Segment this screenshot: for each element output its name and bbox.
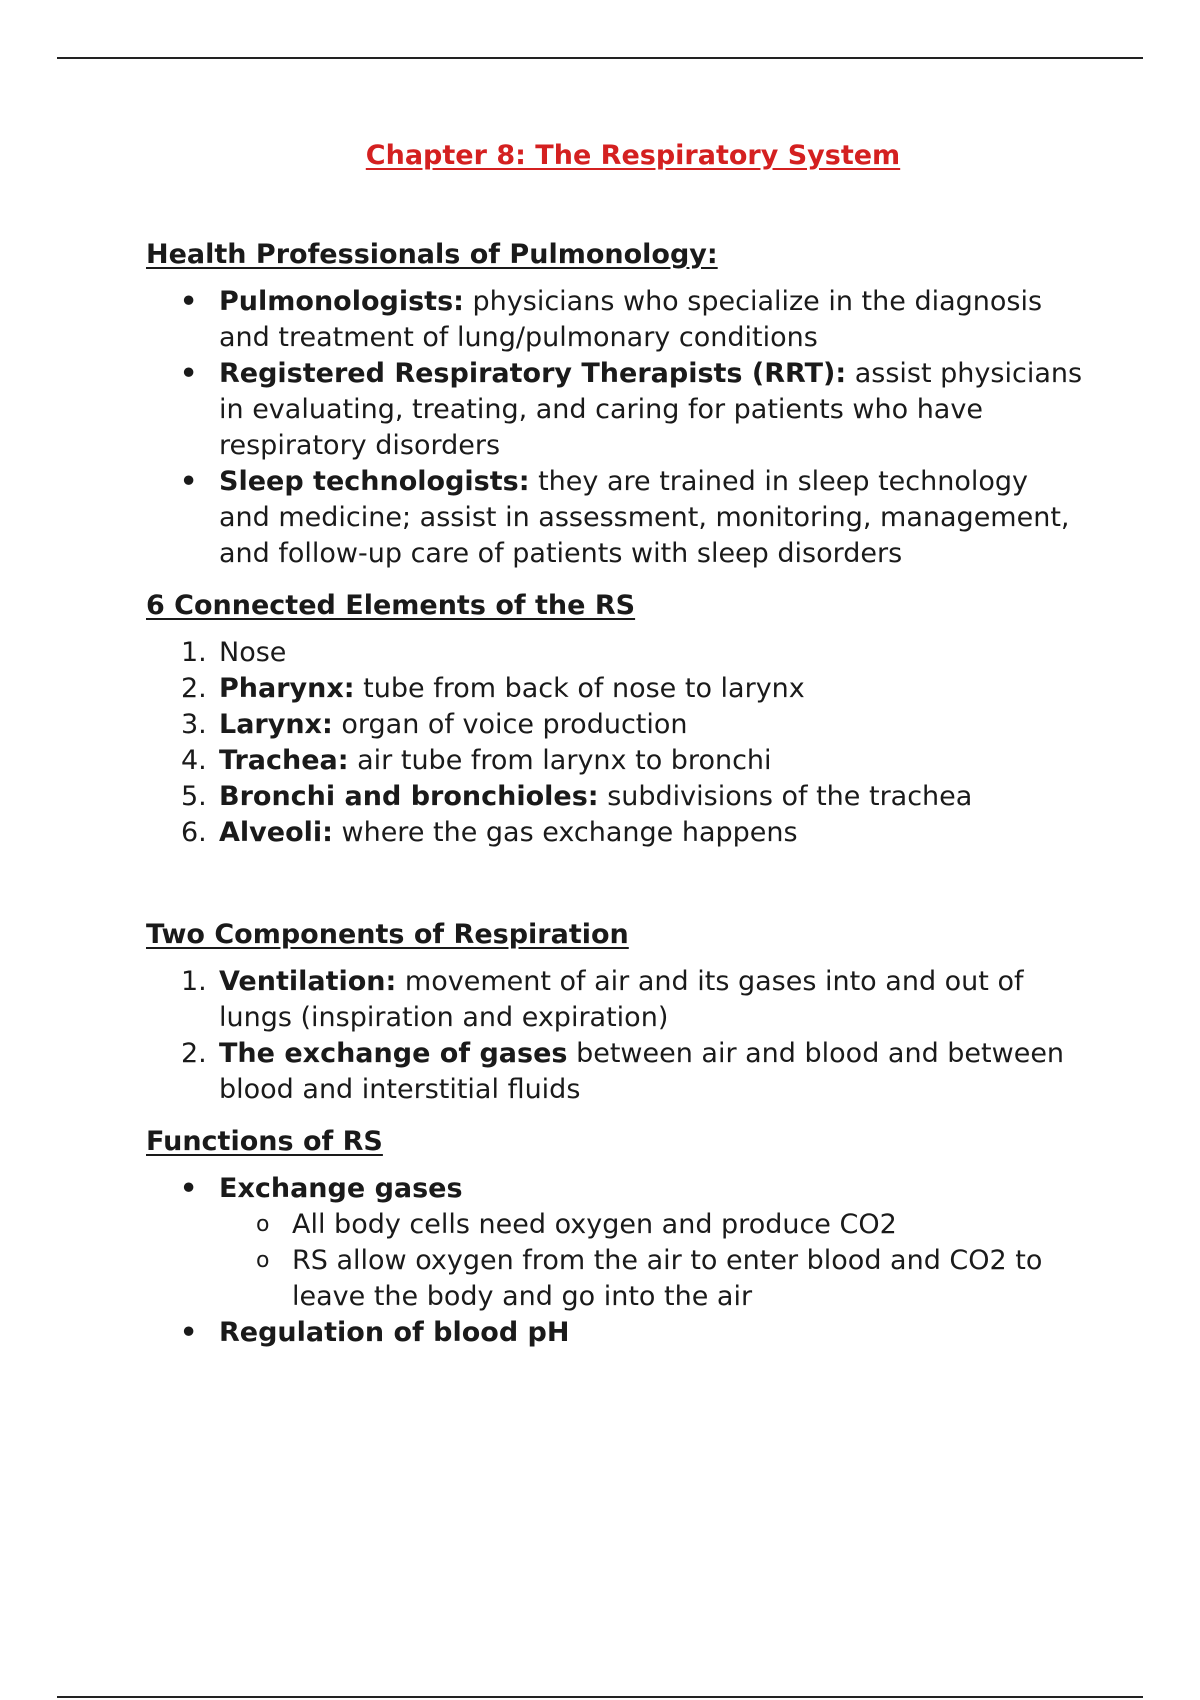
item-text: where the gas exchange happens: [332, 817, 798, 848]
item-text: they are trained in sleep technology and medicine; assist in assessment, monitoring, management, and follow-up care of patients with sleep disorders: [219, 466, 1070, 569]
sub-item-text: All body cells need oxygen and produce CO2: [292, 1209, 897, 1240]
item-term: Pharynx:: [219, 673, 355, 704]
item-text: subdivisions of the trachea: [598, 781, 973, 812]
sub-bullet: o: [256, 1212, 270, 1237]
item-term: Pulmonologists:: [219, 286, 464, 317]
top-rule: [57, 57, 1143, 59]
item-term: Regulation of blood pH: [219, 1317, 570, 1348]
list-item: [146, 671, 1086, 707]
item-text: air tube from larynx to bronchi: [348, 745, 772, 776]
item-text: assist physicians in evaluating, treating, and caring for patients who have respiratory disorders: [219, 358, 1083, 461]
item-number: 1.: [181, 637, 207, 668]
list-item: [146, 815, 1086, 851]
item-number: 3.: [181, 709, 207, 740]
item-text: movement of air and its gases into and out of lungs (inspiration and expiration): [219, 966, 1024, 1033]
item-term: Sleep technologists:: [219, 466, 530, 497]
item-number: 1.: [181, 966, 207, 997]
list-item: [146, 743, 1086, 779]
list-item: [146, 464, 1086, 572]
item-number: 5.: [181, 781, 207, 812]
item-number: 4.: [181, 745, 207, 776]
page-title: Chapter 8: The Respiratory System: [365, 140, 901, 171]
sub-item-text: RS allow oxygen from the air to enter blood and CO2 to leave the body and go into the air: [292, 1245, 1043, 1312]
item-text: physicians who specialize in the diagnosis and treatment of lung/pulmonary conditions: [219, 286, 1043, 353]
item-number: 2.: [181, 673, 207, 704]
item-term: The exchange of gases: [219, 1038, 568, 1069]
item-term: Bronchi and bronchioles:: [219, 781, 599, 812]
connected-elements-list: [146, 635, 1086, 851]
respiration-components-list: [146, 964, 1086, 1108]
item-text: between air and blood and between blood and interstitial fluids: [219, 1038, 1065, 1105]
bottom-rule: [57, 1696, 1143, 1698]
sub-list: [146, 1207, 1086, 1315]
list-item: [146, 635, 1086, 671]
item-term: Registered Respiratory Therapists (RRT):: [219, 358, 847, 389]
item-term: Exchange gases: [219, 1173, 463, 1204]
list-item: [146, 1036, 1086, 1108]
list-item: [146, 1315, 1086, 1351]
sub-bullet: o: [256, 1248, 270, 1273]
list-item: [146, 779, 1086, 815]
document-page: [146, 140, 1086, 1351]
list-item: [146, 356, 1086, 464]
list-item: [146, 964, 1086, 1036]
sub-list-item: [146, 1207, 1086, 1243]
list-item: [146, 707, 1086, 743]
item-number: 2.: [181, 1038, 207, 1069]
health-professionals-list: [146, 284, 1086, 572]
item-term: Ventilation:: [219, 966, 397, 997]
item-term: Alveoli:: [219, 817, 333, 848]
item-text: organ of voice production: [332, 709, 688, 740]
section-heading-elements: 6 Connected Elements of the RS: [146, 590, 636, 621]
item-term: Larynx:: [219, 709, 333, 740]
section-heading-health: Health Professionals of Pulmonology:: [146, 239, 718, 270]
item-number: 6.: [181, 817, 207, 848]
section-heading-functions: Functions of RS: [146, 1126, 383, 1157]
list-item: [146, 284, 1086, 356]
list-item: [146, 1171, 1086, 1315]
item-term: Trachea:: [219, 745, 349, 776]
section-heading-components: Two Components of Respiration: [146, 919, 629, 950]
functions-list: [146, 1171, 1086, 1351]
item-text: tube from back of nose to larynx: [354, 673, 805, 704]
sub-list-item: [146, 1243, 1086, 1315]
item-text: Nose: [219, 637, 287, 668]
